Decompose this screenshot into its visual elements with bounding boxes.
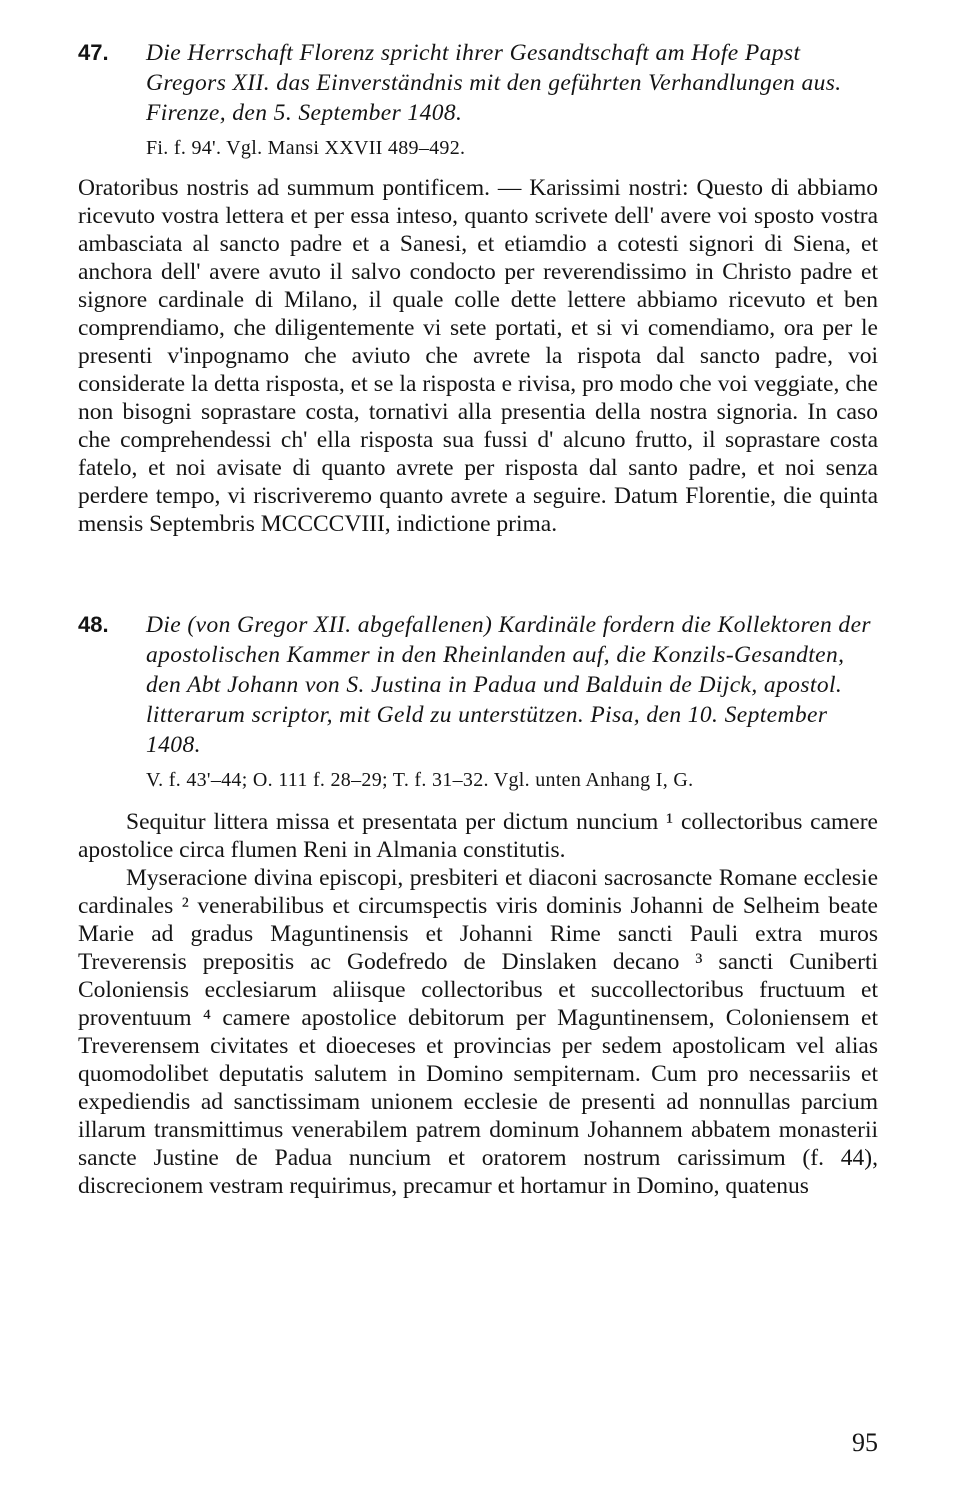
entry-number: 47. (78, 40, 109, 65)
document-page (78, 38, 878, 1200)
entry-heading: Die (von Gregor XII. abgefallenen) Kardinäle fordern die Kollektoren der apostolischen Kammer in den Rheinlanden auf, die Konzils-Gesandten, den Abt Johann von S. Justina in Padua und Balduin de Dijck, apostol. litterarum scriptor, mit Geld zu unterstützen. Pisa, den 10. September 1408. (146, 612, 871, 758)
entry-body (78, 808, 878, 1200)
entry-48 (78, 610, 878, 1200)
body-paragraph: Myseracione divina episcopi, presbiteri et diaconi sacrosancte Romane ecclesie cardinales ² venerabilibus et circumspectis viris dominis Johanni de Selheim beate Marie ad gradus Maguntinensis et Johanni Rime sancti Pauli extra muros Treverensis prepositis ac Godefredo de Dinslaken decano ³ sancti Cuniberti Coloniensis ecclesiarum aliisque collectoribus et succollectoribus fructuum et proventuum ⁴ camere apostolice debitorum per Maguntinensem, Coloniensem et Treverensem civitates et dioeceses et provincias per sedem apostolicam vel alias quomodolibet deputatis salutem in Domino sempiternam. Cum pro necessariis et expediendis ad sanctissimam unionem ecclesie de presenti ad nonnullas parcium illarum transmittimus venerabilem patrem dominum Johannem abbatem monasterii sancte Justine de Padua nuncium et oratorem nostrum carissimum (f. 44), discrecionem vestram requirimus, precamur et hortamur in Domino, quatenus (78, 865, 878, 1199)
page-number: 95 (852, 1428, 878, 1457)
source-reference: Fi. f. 94'. Vgl. Mansi XXVII 489–492. (146, 137, 466, 159)
body-paragraph: Oratoribus nostris ad summum pontificem. — Karissimi nostri: Questo di abbiamo ricevuto vostra lettera et per essa inteso, quanto scrivete dell' avere voi sposto vostra ambasciata al sancto padre et a Sanesi, et etiamdio a cotesti signori di Siena, et anchora dell' avere avuto il salvo condocto per reverendissimo in Christo padre et signore cardinale di Milano, il quale colle dette lettere abbiamo ricevuto et ben comprendiamo, che diligentemente vi sete portati, et si vi comendiamo, ora per le presenti v'inpognamo che aviuto che avrete la rispota dal sancto padre, voi considerate la detta risposta, et se la risposta e rivisa, pro modo che voi veggiate, che non bisogni soprastare costa, tornativi alla presentia della nostra signoria. In caso che comprehendessi ch' ella risposta sua fussi d' alcuno frutto, il soprastare costa fatelo, et noi avisate di quanto avrete per risposta dal santo padre, et noi senza perdere tempo, vi riscriveremo quanto avrete a seguire. Datum Florentie, die quinta mensis Septembris MCCCCVIII, indictione prima. (78, 175, 878, 537)
entry-47 (78, 38, 878, 538)
body-paragraph: Sequitur littera missa et presentata per dictum nuncium ¹ collectoribus camere apostolice circa flumen Reni in Almania constitutis. (78, 809, 878, 863)
entry-heading: Die Herrschaft Florenz spricht ihrer Gesandtschaft am Hofe Papst Gregors XII. das Einverständnis mit den geführten Verhandlungen aus. Firenze, den 5. September 1408. (146, 40, 842, 126)
entry-body (78, 174, 878, 538)
source-reference: V. f. 43'–44; O. 111 f. 28–29; T. f. 31–32. Vgl. unten Anhang I, G. (146, 769, 694, 791)
entry-number: 48. (78, 612, 109, 637)
